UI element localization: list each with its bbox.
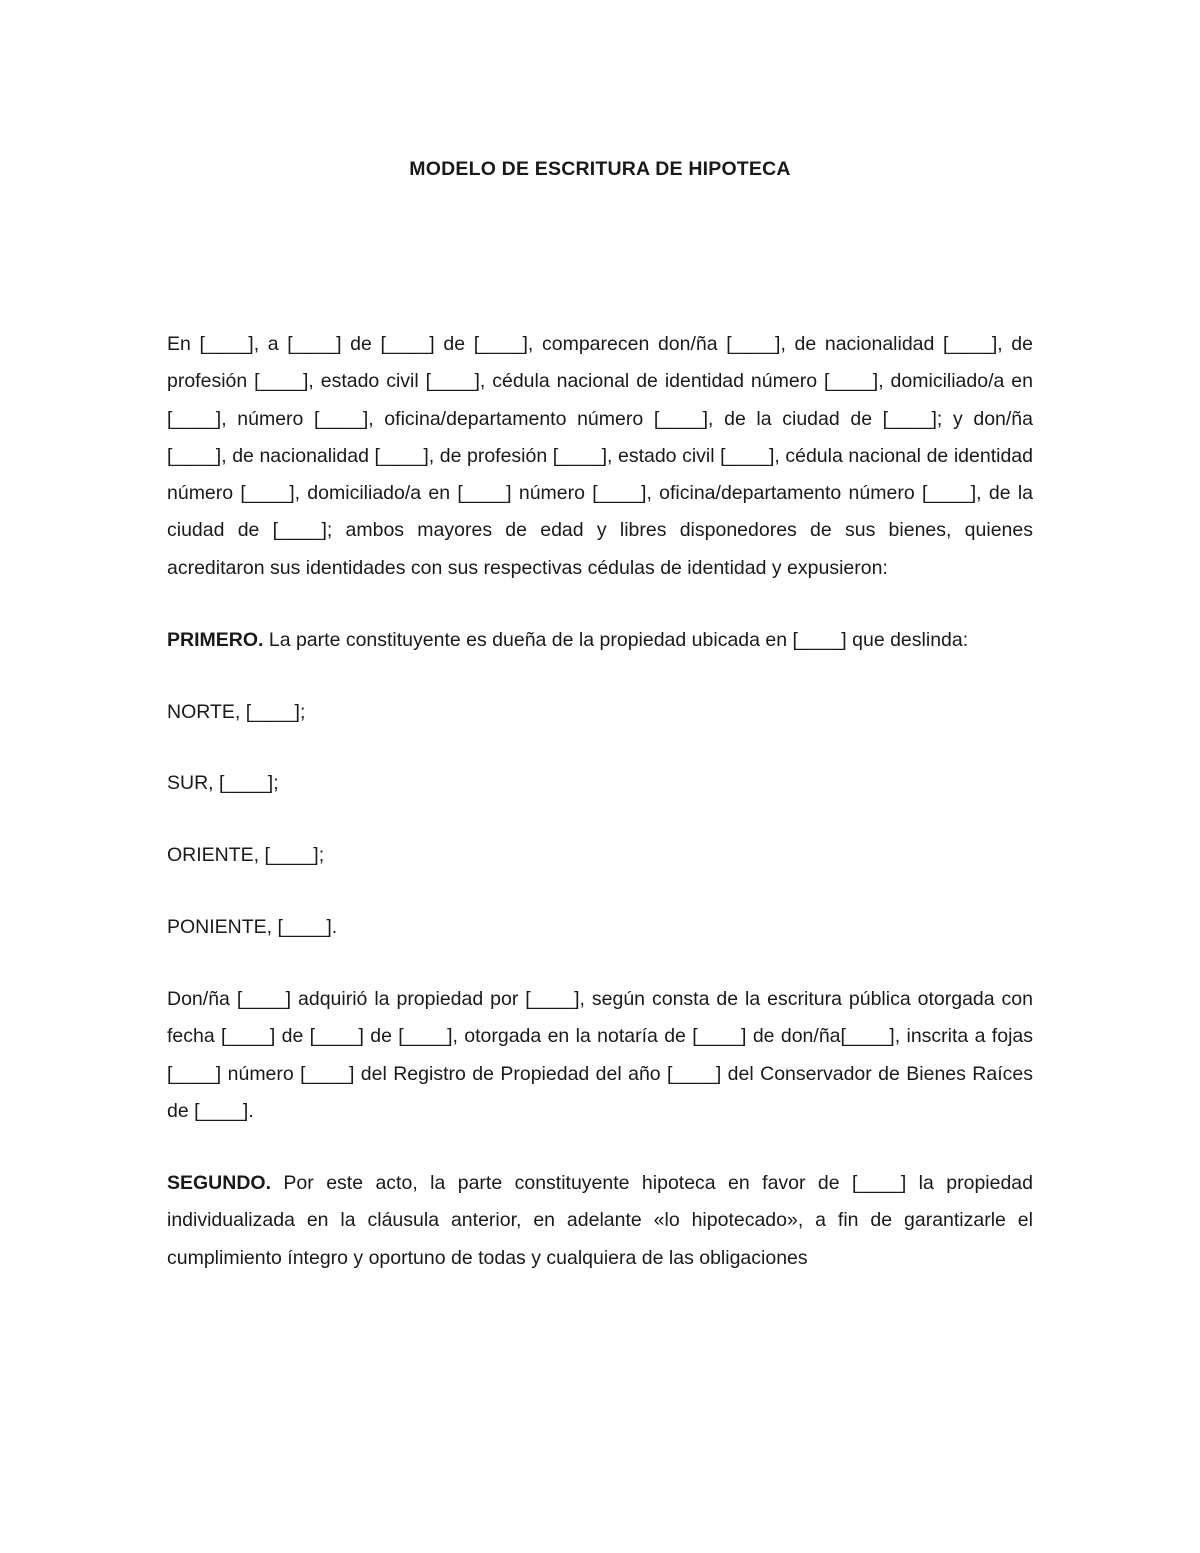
clause-segundo-label: SEGUNDO. (167, 1171, 272, 1194)
boundary-poniente: PONIENTE, [____]. (167, 916, 338, 939)
boundary-norte: NORTE, [____]; (167, 700, 306, 723)
clause-primero-label: PRIMERO. (167, 628, 264, 651)
clause-primero (167, 622, 1033, 659)
document-title: MODELO DE ESCRITURA DE HIPOTECA (409, 158, 791, 180)
acquisition-paragraph: Don/ña [____] adquirió la propiedad por [____], según consta de la escritura pública otorgada con fecha [____] de [____] de [____], otorgada en la notaría de [____] de don/ña[____], inscrita a fojas [____] número [____] del Registro de Propiedad del año [____] del Conservador de Bienes Raíces de [____]. (167, 988, 1033, 1123)
document-body (167, 326, 1033, 1311)
intro-paragraph: En [____], a [____] de [____] de [____], comparecen don/ña [____], de nacionalidad [____], de profesión [____], estado civil [____], cédula nacional de identidad número [____], domiciliado/a en [____], número [____], oficina/departamento número [____], de la ciudad de [____]; y don/ña [____], de nacionalidad [____], de profesión [____], estado civil [____], cédula nacional de identidad número [____], domiciliado/a en [____] número [____], oficina/departamento número [____], de la ciudad de [____]; ambos mayores de edad y libres disponedores de sus bienes, quienes acreditaron sus identidades con sus respectivas cédulas de identidad y expusieron: (167, 333, 1033, 579)
boundary-sur: SUR, [____]; (167, 772, 279, 795)
boundary-oriente: ORIENTE, [____]; (167, 844, 325, 867)
clause-segundo (167, 1165, 1033, 1277)
clause-primero-text: La parte constituyente es dueña de la propiedad ubicada en [____] que deslinda: (263, 628, 969, 651)
clause-segundo-text: Por este acto, la parte constituyente hipoteca en favor de [____] la propiedad individualizada en la cláusula anterior, en adelante «lo hipotecado», a fin de garantizarle el cumplimiento íntegro y oportuno de todas y cualquiera de las obligaciones (167, 1171, 1033, 1269)
